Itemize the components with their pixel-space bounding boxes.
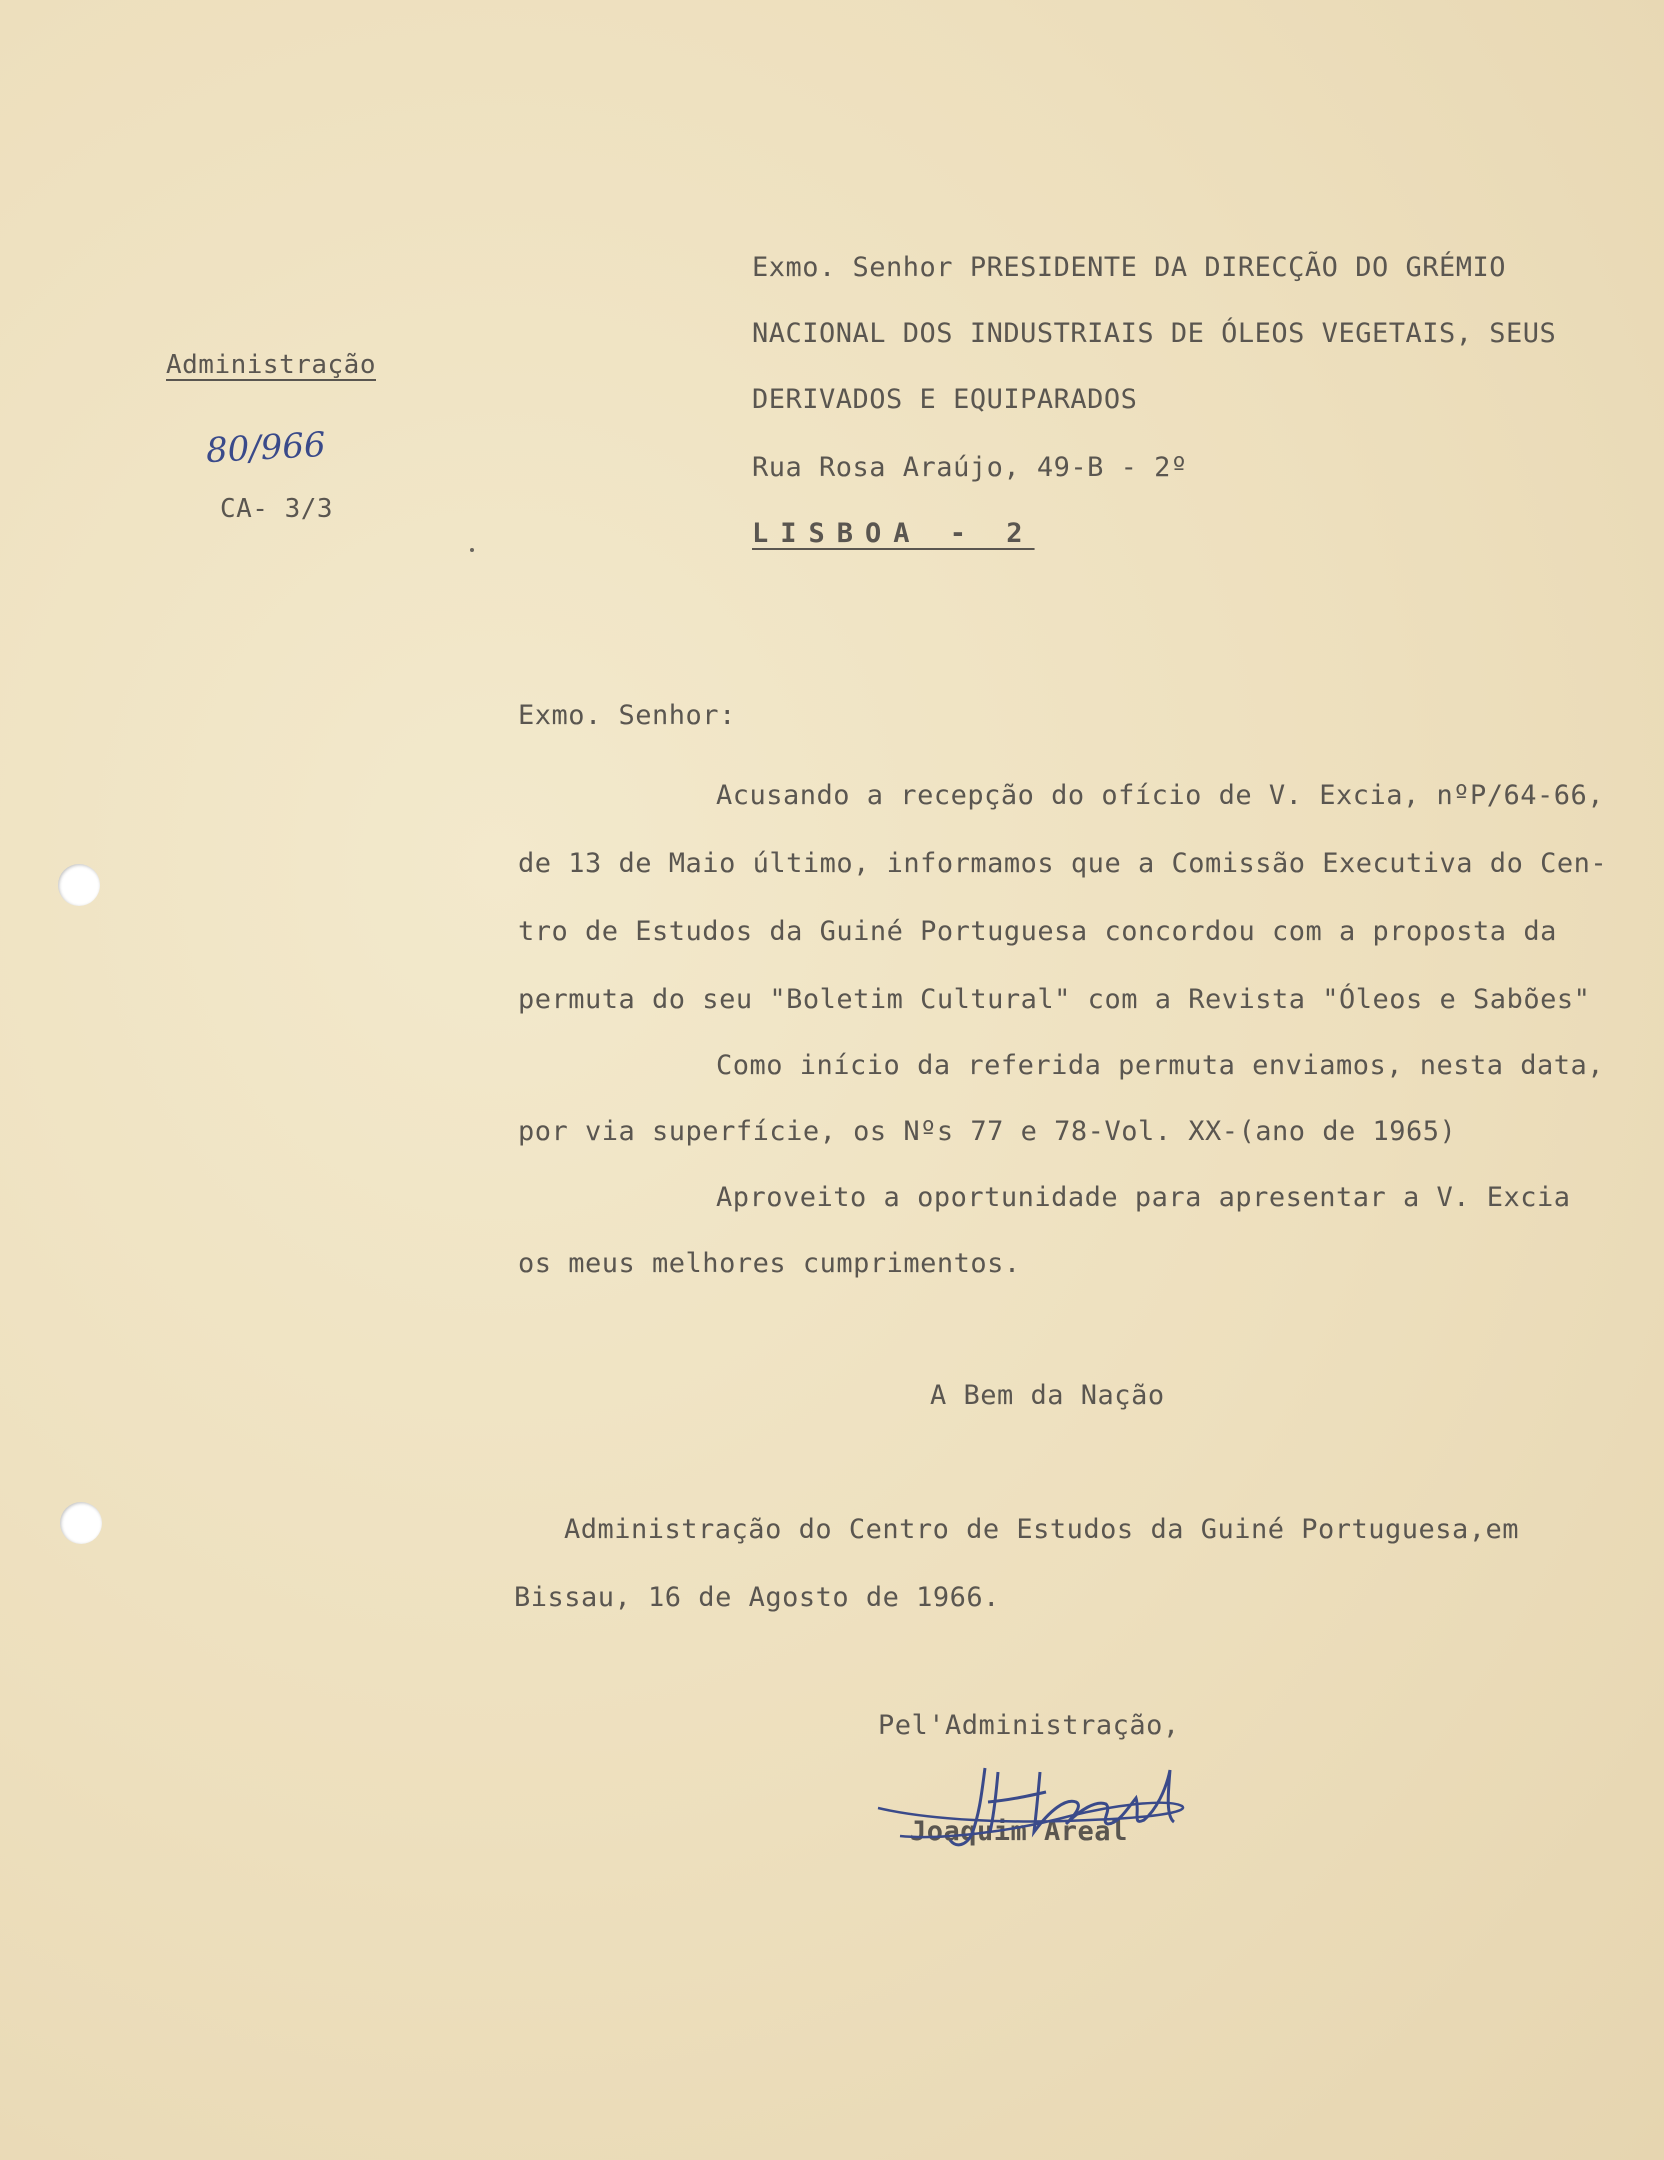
body-line-5: Como início da referida permuta enviamos, nesta data, bbox=[716, 1050, 1605, 1081]
margin-ref-number: 80/966 bbox=[205, 424, 327, 472]
place-date-line-2: Bissau, 16 de Agosto de 1966. bbox=[514, 1582, 1000, 1613]
place-date-line-1: Administração do Centro de Estudos da Guiné Portuguesa,em bbox=[564, 1514, 1520, 1545]
salutation: Exmo. Senhor: bbox=[518, 700, 736, 731]
punch-hole-top bbox=[58, 864, 100, 906]
signature-for-label: Pel'Administração, bbox=[878, 1710, 1180, 1741]
body-line-8: os meus melhores cumprimentos. bbox=[518, 1248, 1021, 1279]
addressee-line-1: Exmo. Senhor PRESIDENTE DA DIRECÇÃO DO GRÉMIO bbox=[752, 252, 1506, 283]
body-line-1: Acusando a recepção do ofício de V. Excia, nºP/64-66, bbox=[716, 780, 1605, 811]
body-line-4: permuta do seu "Boletim Cultural" com a Revista "Óleos e Sabões" bbox=[518, 984, 1591, 1015]
addressee-street: Rua Rosa Araújo, 49-B - 2º bbox=[752, 452, 1188, 483]
margin-department: Administração bbox=[166, 350, 376, 380]
margin-ref-code: CA- 3/3 bbox=[220, 494, 334, 524]
punch-hole-bottom bbox=[60, 1502, 102, 1544]
handwritten-signature bbox=[870, 1750, 1210, 1860]
ink-speck bbox=[470, 548, 474, 552]
body-line-7: Aproveito a oportunidade para apresentar a V. Excia bbox=[716, 1182, 1571, 1213]
addressee-line-3: DERIVADOS E EQUIPARADOS bbox=[752, 384, 1138, 415]
signatory-name: Joaquim Areal bbox=[910, 1816, 1128, 1847]
body-line-2: de 13 de Maio último, informamos que a Comissão Executiva do Cen- bbox=[518, 848, 1608, 879]
body-line-6: por via superfície, os Nºs 77 e 78-Vol. XX-(ano de 1965) bbox=[518, 1116, 1457, 1147]
body-line-3: tro de Estudos da Guiné Portuguesa concordou com a proposta da bbox=[518, 916, 1557, 947]
addressee-city: LISBOA - 2 bbox=[752, 518, 1035, 549]
closing-motto: A Bem da Nação bbox=[930, 1380, 1165, 1411]
addressee-line-2: NACIONAL DOS INDUSTRIAIS DE ÓLEOS VEGETAIS, SEUS bbox=[752, 318, 1557, 349]
